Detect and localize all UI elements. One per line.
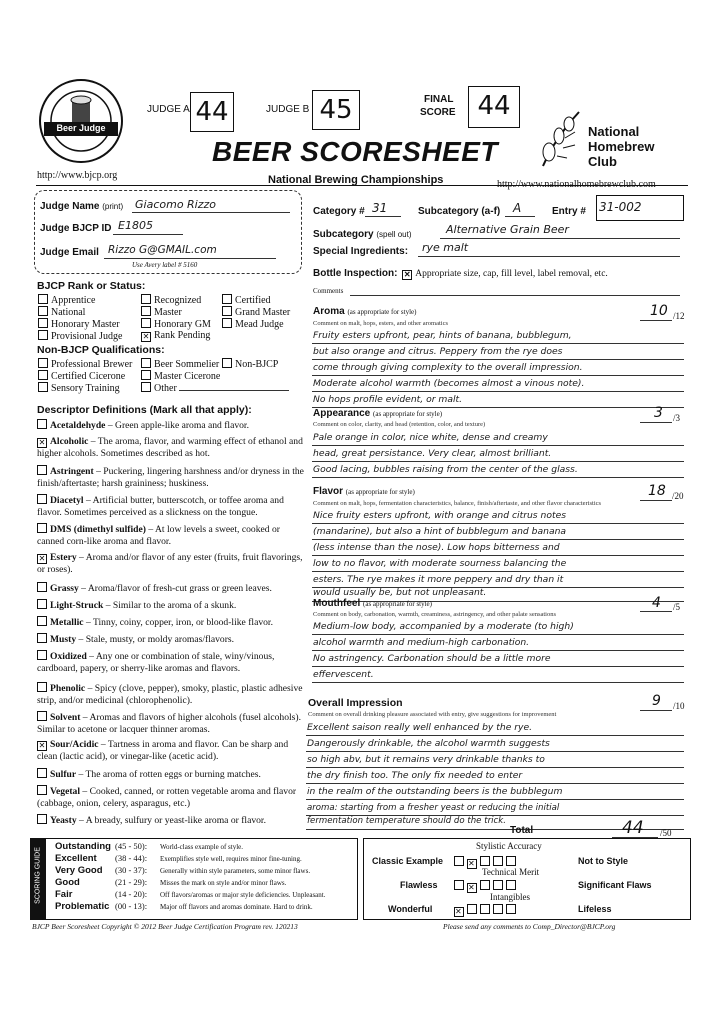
qual-non-bjcp[interactable]: Non-BJCP [222, 358, 278, 370]
overall-comment-1: Excellent saison really well enhanced by the rye. [307, 722, 533, 733]
guide-row-excellent: Excellent (38 - 44): Exemplifies style well, requires minor fine-tuning. [55, 853, 302, 864]
mouthfeel-title: Mouthfeel (as appropriate for style) [313, 598, 432, 609]
subcategory-label: Subcategory (a-f) [418, 206, 501, 217]
aroma-comment-3: come through giving complexity to the overall impression. [313, 362, 583, 373]
nhc-logo-line3: Club [588, 154, 617, 169]
special-ingredients-label: Special Ingredients: [313, 246, 409, 257]
hops-icon [535, 108, 585, 170]
total-max: /50 [660, 828, 672, 838]
category-line [365, 216, 401, 217]
overall-score-line [640, 710, 672, 711]
footer-contact: Please send any comments to Comp_Director@BJCP.org [443, 922, 616, 931]
rank-apprentice[interactable]: Apprentice [38, 294, 95, 306]
flavor-comment-5: esters. The rye makes it more peppery and dry than it [313, 574, 564, 585]
appearance-title: Appearance (as appropriate for style) [313, 408, 443, 419]
avery-note: Use Avery label # 5160 [132, 261, 198, 269]
descriptor-yeasty[interactable]: Yeasty – A bready, sulfury or yeast-like aroma or flavor. [37, 814, 305, 827]
descriptor-musty[interactable]: Musty – Stale, musty, or moldy aromas/flavors. [37, 633, 305, 646]
aroma-score: 10 [650, 303, 668, 319]
nonbjcp-title: Non-BJCP Qualifications: [37, 344, 165, 356]
flavor-score: 18 [648, 483, 666, 499]
aroma-comment-2: but also orange and citrus. Peppery from the rye does [313, 346, 563, 357]
descriptor-phenolic[interactable]: Phenolic – Spicy (clove, pepper), smoky, plastic, plastic adhesive strip, and/or medicinal (chlorophenolic). [37, 683, 303, 706]
flawless-label: Flawless [400, 880, 438, 890]
rank-honorary-master[interactable]: Honorary Master [38, 318, 120, 330]
bottle-inspection-label: Bottle Inspection: ✕ Appropriate size, cap, fill level, label removal, etc. [313, 268, 608, 279]
appearance-comment-2: head, great persistance. Very clear, almost brilliant. [313, 448, 552, 459]
stylistic-accuracy-label: Stylistic Accuracy [476, 841, 542, 851]
rank-honorary-gm[interactable]: Honorary GM [141, 318, 211, 330]
significant-flaws-label: Significant Flaws [578, 880, 652, 890]
overall-score: 9 [652, 693, 661, 709]
scoring-guide-label: SCORING GUIDE [34, 847, 42, 904]
qual-professional-brewer[interactable]: Professional Brewer [38, 358, 132, 370]
overall-title: Overall Impression [308, 697, 403, 709]
bottle-comments-line [350, 295, 680, 296]
aroma-title: Aroma (as appropriate for style) [313, 306, 417, 317]
guide-row-outstanding: Outstanding (45 - 50): World-class example of style. [55, 841, 244, 852]
final-score: 44 [468, 86, 520, 128]
descriptor-astringent[interactable]: Astringent – Puckering, lingering harshness and/or dryness in the finish/aftertaste; harsh graininess; huskiness. [37, 466, 304, 489]
aroma-comment-1: Fruity esters upfront, pear, hints of banana, bubblegum, [313, 330, 572, 341]
special-ingredients-line [418, 256, 680, 257]
rank-certified[interactable]: Certified [222, 294, 271, 306]
rank-pending[interactable]: ✕ Rank Pending [142, 330, 211, 341]
descriptor-solvent[interactable]: Solvent – Aromas and flavors of higher alcohols (fusel alcohols). Similar to acetone or lacquer thinner aromas. [37, 712, 301, 735]
overall-comment-7: fermentation temperature should do the trick. [307, 816, 506, 826]
subcat-spelled-value: Alternative Grain Beer [446, 223, 569, 236]
judge-id-line [113, 234, 183, 235]
flavor-hint: Comment on malt, hops, fermentation characteristics, balance, finish/aftertaste, and other flavor characteristics [313, 500, 602, 507]
stylistic-accuracy-checkboxes[interactable]: ✕ [454, 856, 519, 869]
descriptors-title: Descriptor Definitions (Mark all that apply): [37, 404, 252, 416]
overall-comment-6: aroma: starting from a fresher yeast or reducing the initial [307, 803, 560, 813]
guide-row-good: Good (21 - 29): Misses the mark on style and/or minor flaws. [55, 877, 287, 888]
page-title: BEER SCORESHEET [212, 136, 498, 167]
flavor-comment-3: (less intense than the nose). Low hops bitterness and [313, 542, 560, 553]
header-divider [36, 185, 688, 186]
descriptor-vegetal[interactable]: Vegetal – Cooked, canned, or rotten vegetable aroma and flavor (cabbage, onion, celery, asparagus, etc.) [37, 786, 297, 809]
not-to-style-label: Not to Style [578, 856, 629, 866]
classic-example-label: Classic Example [372, 856, 444, 866]
bjcp-logo [38, 78, 124, 164]
judge-id-label: Judge BJCP ID [40, 223, 112, 234]
flavor-title: Flavor (as appropriate for style) [313, 486, 415, 497]
lifeless-label: Lifeless [578, 904, 612, 914]
descriptor-oxidized[interactable]: Oxidized – Any one or combination of stale, winy/vinous, cardboard, papery, or sherry-like aromas and flavors. [37, 651, 275, 674]
subcat-spelled-line [440, 238, 680, 239]
aroma-comment-4: Moderate alcohol warmth (becomes almost a vinous note). [313, 378, 585, 389]
rank-master[interactable]: Master [141, 306, 182, 318]
judge-name-value: Giacomo Rizzo [135, 198, 217, 211]
appearance-comment-1: Pale orange in color, nice white, dense and creamy [313, 432, 548, 443]
judge-email-value: Rizzo G@GMAIL.com [108, 244, 217, 256]
judge-email-line [104, 258, 276, 259]
nhc-url: http://www.nationalhomebrewclub.com [497, 179, 656, 190]
qual-beer-sommelier[interactable]: Beer Sommelier [141, 358, 219, 370]
mouthfeel-comment-4: effervescent. [313, 669, 374, 680]
special-ingredients-value: rye malt [422, 241, 469, 254]
qual-master-cicerone[interactable]: Master Cicerone [141, 370, 220, 382]
aroma-max: /12 [673, 311, 685, 321]
qual-other[interactable]: Other [141, 382, 289, 394]
flavor-score-line [640, 500, 672, 501]
rank-mead-judge[interactable]: Mead Judge [222, 318, 284, 330]
descriptor-sour-acidic[interactable]: ✕ Sour/Acidic – Tartness in aroma and flavor. Can be sharp and clean (lactic acid), or vinegar-like (acetic acid). [37, 739, 289, 762]
descriptor-metallic[interactable]: Metallic – Tinny, coiny, copper, iron, or blood-like flavor. [37, 616, 305, 629]
flavor-comment-4: low to no flavor, with moderate sourness balancing the [313, 558, 567, 569]
overall-hint: Comment on overall drinking pleasure associated with entry, give suggestions for improvement [308, 711, 557, 718]
guide-row-problematic: Problematic (00 - 13): Major off flavors and aromas dominate. Hard to drink. [55, 901, 313, 912]
rank-title: BJCP Rank or Status: [37, 280, 146, 292]
subcategory-value: A [513, 201, 522, 215]
judge-name-line [132, 212, 290, 213]
judge-name-label: Judge Name (print) [40, 201, 124, 212]
judge-email-label: Judge Email [40, 247, 99, 258]
judge-b-label: JUDGE B [266, 104, 310, 115]
qual-sensory-training[interactable]: Sensory Training [38, 382, 120, 394]
descriptor-estery[interactable]: ✕ Estery – Aroma and/or flavor of any ester (fruits, fruit flavorings, or roses). [37, 552, 303, 575]
nhc-logo-line2: Homebrew [588, 139, 655, 154]
flavor-max: /20 [672, 491, 684, 501]
nhc-logo-line1: National [588, 124, 640, 139]
mouthfeel-max: /5 [673, 602, 681, 612]
rank-national[interactable]: National [38, 306, 85, 318]
mouthfeel-score: 4 [652, 595, 661, 611]
appearance-score: 3 [654, 405, 663, 421]
qual-certified-cicerone[interactable]: Certified Cicerone [38, 370, 125, 382]
total-label: Total [510, 825, 534, 836]
guide-row-fair: Fair (14 - 20): Off flavors/aromas or major style deficiencies. Unpleasant. [55, 889, 326, 900]
aroma-score-line [640, 320, 672, 321]
judge-id-value: E1805 [118, 219, 153, 232]
subcategory-line [505, 216, 535, 217]
overall-comment-5: in the realm of the outstanding beers is the bubblegum [307, 786, 563, 797]
aroma-comment-5: No hops profile evident, or malt. [313, 394, 463, 405]
bjcp-logo-text: Beer Judge [56, 123, 106, 133]
rank-recognized[interactable]: Recognized [141, 294, 201, 306]
descriptor-grassy[interactable]: Grassy – Aroma/flavor of fresh-cut grass or green leaves. [37, 582, 305, 595]
descriptor-acetaldehyde[interactable]: Acetaldehyde – Green apple-like aroma and flavor. [37, 419, 305, 432]
mouthfeel-comment-2: alcohol warmth and medium-high carbonation. [313, 637, 530, 648]
judge-a-score: 44 [190, 92, 234, 132]
appearance-max: /3 [673, 413, 681, 423]
technical-merit-checkboxes[interactable]: ✕ [454, 880, 519, 893]
bjcp-url: http://www.bjcp.org [37, 170, 118, 181]
appearance-comment-3: Good lacing, bubbles raising from the center of the glass. [313, 464, 578, 475]
entry-label: Entry # [552, 206, 586, 217]
technical-merit-label: Technical Merit [482, 867, 540, 877]
bottle-inspection-checkbox[interactable]: ✕ [403, 270, 411, 279]
final-label-2: SCORE [420, 107, 456, 118]
flavor-comment-1: Nice fruity esters upfront, with orange and citrus notes [313, 510, 567, 521]
overall-max: /10 [673, 701, 685, 711]
descriptor-sulfur[interactable]: Sulfur – The aroma of rotten eggs or burning matches. [37, 768, 305, 781]
overall-comment-4: the dry finish too. The only fix needed to enter [307, 770, 523, 781]
entry-value: 31-002 [596, 195, 684, 221]
judge-a-label: JUDGE A [147, 104, 190, 115]
total-score: 44 [622, 818, 644, 838]
intangibles-checkboxes[interactable]: ✕ [454, 904, 519, 917]
mouthfeel-comment-3: No astringency. Carbonation should be a little more [313, 653, 551, 664]
overall-comment-2: Dangerously drinkable, the alcohol warmth suggests [307, 738, 550, 749]
judge-b-score: 45 [312, 90, 360, 130]
subcat-spelled-label: Subcategory (spell out) [313, 229, 412, 240]
rank-provisional-judge[interactable]: Provisional Judge [38, 330, 122, 342]
footer-copyright: BJCP Beer Scoresheet Copyright © 2012 Beer Judge Certification Program rev. 120213 [32, 922, 298, 931]
descriptor-alcoholic[interactable]: ✕ Alcoholic – The aroma, flavor, and warming effect of ethanol and higher alcohols. Sometimes described as hot. [37, 436, 303, 459]
subtitle: National Brewing Championships [268, 174, 444, 186]
appearance-score-line [640, 422, 672, 423]
mouthfeel-score-line [640, 611, 672, 612]
wonderful-label: Wonderful [388, 904, 433, 914]
flavor-comment-2: (mandarine), but also a hint of bubblegum and banana [313, 526, 567, 537]
category-value: 31 [372, 201, 388, 215]
category-label: Category # [313, 206, 365, 217]
descriptor-light-struck[interactable]: Light-Struck – Similar to the aroma of a skunk. [37, 599, 305, 612]
mouthfeel-hint: Comment on body, carbonation, warmth, creaminess, astringency, and other palate sensations [313, 611, 557, 618]
bottle-comments-label: Comments [313, 287, 344, 295]
final-label-1: FINAL [424, 94, 454, 105]
intangibles-label: Intangibles [490, 892, 530, 902]
appearance-hint: Comment on color, clarity, and head (retention, color, and texture) [313, 421, 486, 428]
overall-comment-3: so high abv, but it remains very drinkable thanks to [307, 754, 545, 765]
aroma-hint: Comment on malt, hops, esters, and other aromatics [313, 320, 449, 327]
mouthfeel-comment-1: Medium-low body, accompanied by a moderate (to high) [313, 621, 574, 632]
descriptor-dms[interactable]: DMS (dimethyl sulfide) – At low levels a sweet, cooked or canned corn-like aroma and flavor. [37, 524, 280, 547]
guide-row-very-good: Very Good (30 - 37): Generally within style parameters, some minor flaws. [55, 865, 311, 876]
flavor-comment-6: would usually be, but not unpleasant. [313, 587, 487, 598]
descriptor-diacetyl[interactable]: Diacetyl – Artificial butter, butterscotch, or toffee aroma and flavor. Sometimes perceived as a slickness on the tongue. [37, 495, 284, 518]
rank-grand-master[interactable]: Grand Master [222, 306, 290, 318]
